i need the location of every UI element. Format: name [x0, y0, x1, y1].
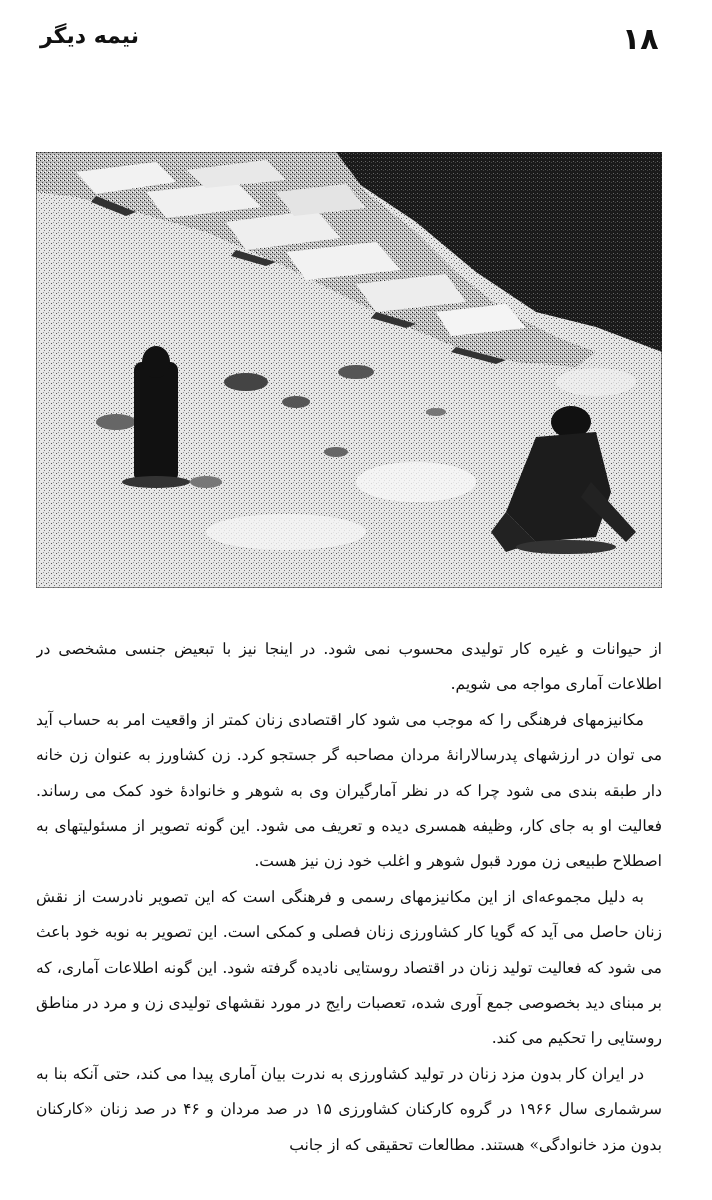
paragraph-3: به دلیل مجموعه‌ای از این مکانیزمهای رسمی و فرهنگی است که این تصویر نادرست از نقش زنان حاصل می آید که گویا کار کشاورزی زنان فصلی و کمکی است. این تصویر به نوبه خود باعث می شود که فعالیت تولید زنان در اقتصاد روستایی نادیده گرفته شود. این گونه اطلاعات آماری، که بر مبنای دید بخصوصی جمع آوری شده، تعصبات رایج در مورد نقشهای تولیدی زن و مرد در مناطق روستایی را تحکیم می کند. [36, 887, 662, 1048]
paragraph-4: در ایران کار بدون مزد زنان در تولید کشاورزی به ندرت بیان آماری پیدا می کند، حتی آنکه بنا به سرشماری سال ۱۹۶۶ در گروه کارکنان کشاورزی ۱۵ در صد مردان و ۴۶ در صد زنان «کارکنان بدون مزد خانوادگی» هستند. مطالعات تحقیقی که از جانب [36, 1064, 662, 1154]
body-text [36, 632, 662, 1192]
paragraph-2: مکانیزمهای فرهنگی را که موجب می شود کار اقتصادی زنان کمتر از واقعیت امر به حساب آید می توان در ارزشهای پدرسالارانهٔ مردان مصاحبه گر جستجو کرد. زن کشاورز به عنوان زن خانه دار طبقه بندی می شود چرا که در نظر آمارگیران وی به شوهر و خانوادهٔ خود کمک می رساند. فعالیت او به جای کار، وظیفه همسری دیده و تعریف می شود. این گونه تصویر از مسئولیتهای به اصطلاح طبیعی زن مورد قبول شوهر و اغلب خود زن نیز هست. [36, 710, 662, 871]
running-title: نیمه دیگر [40, 24, 140, 49]
page-number: ۱۸ [622, 22, 659, 57]
paragraph-1: از حیوانات و غیره کار تولیدی محسوب نمی شود. در اینجا نیز با تبعیض جنسی مشخصی در اطلاعات آماری مواجه می شویم. [36, 640, 662, 694]
photo-village-women [36, 152, 662, 588]
page-header [0, 0, 712, 80]
